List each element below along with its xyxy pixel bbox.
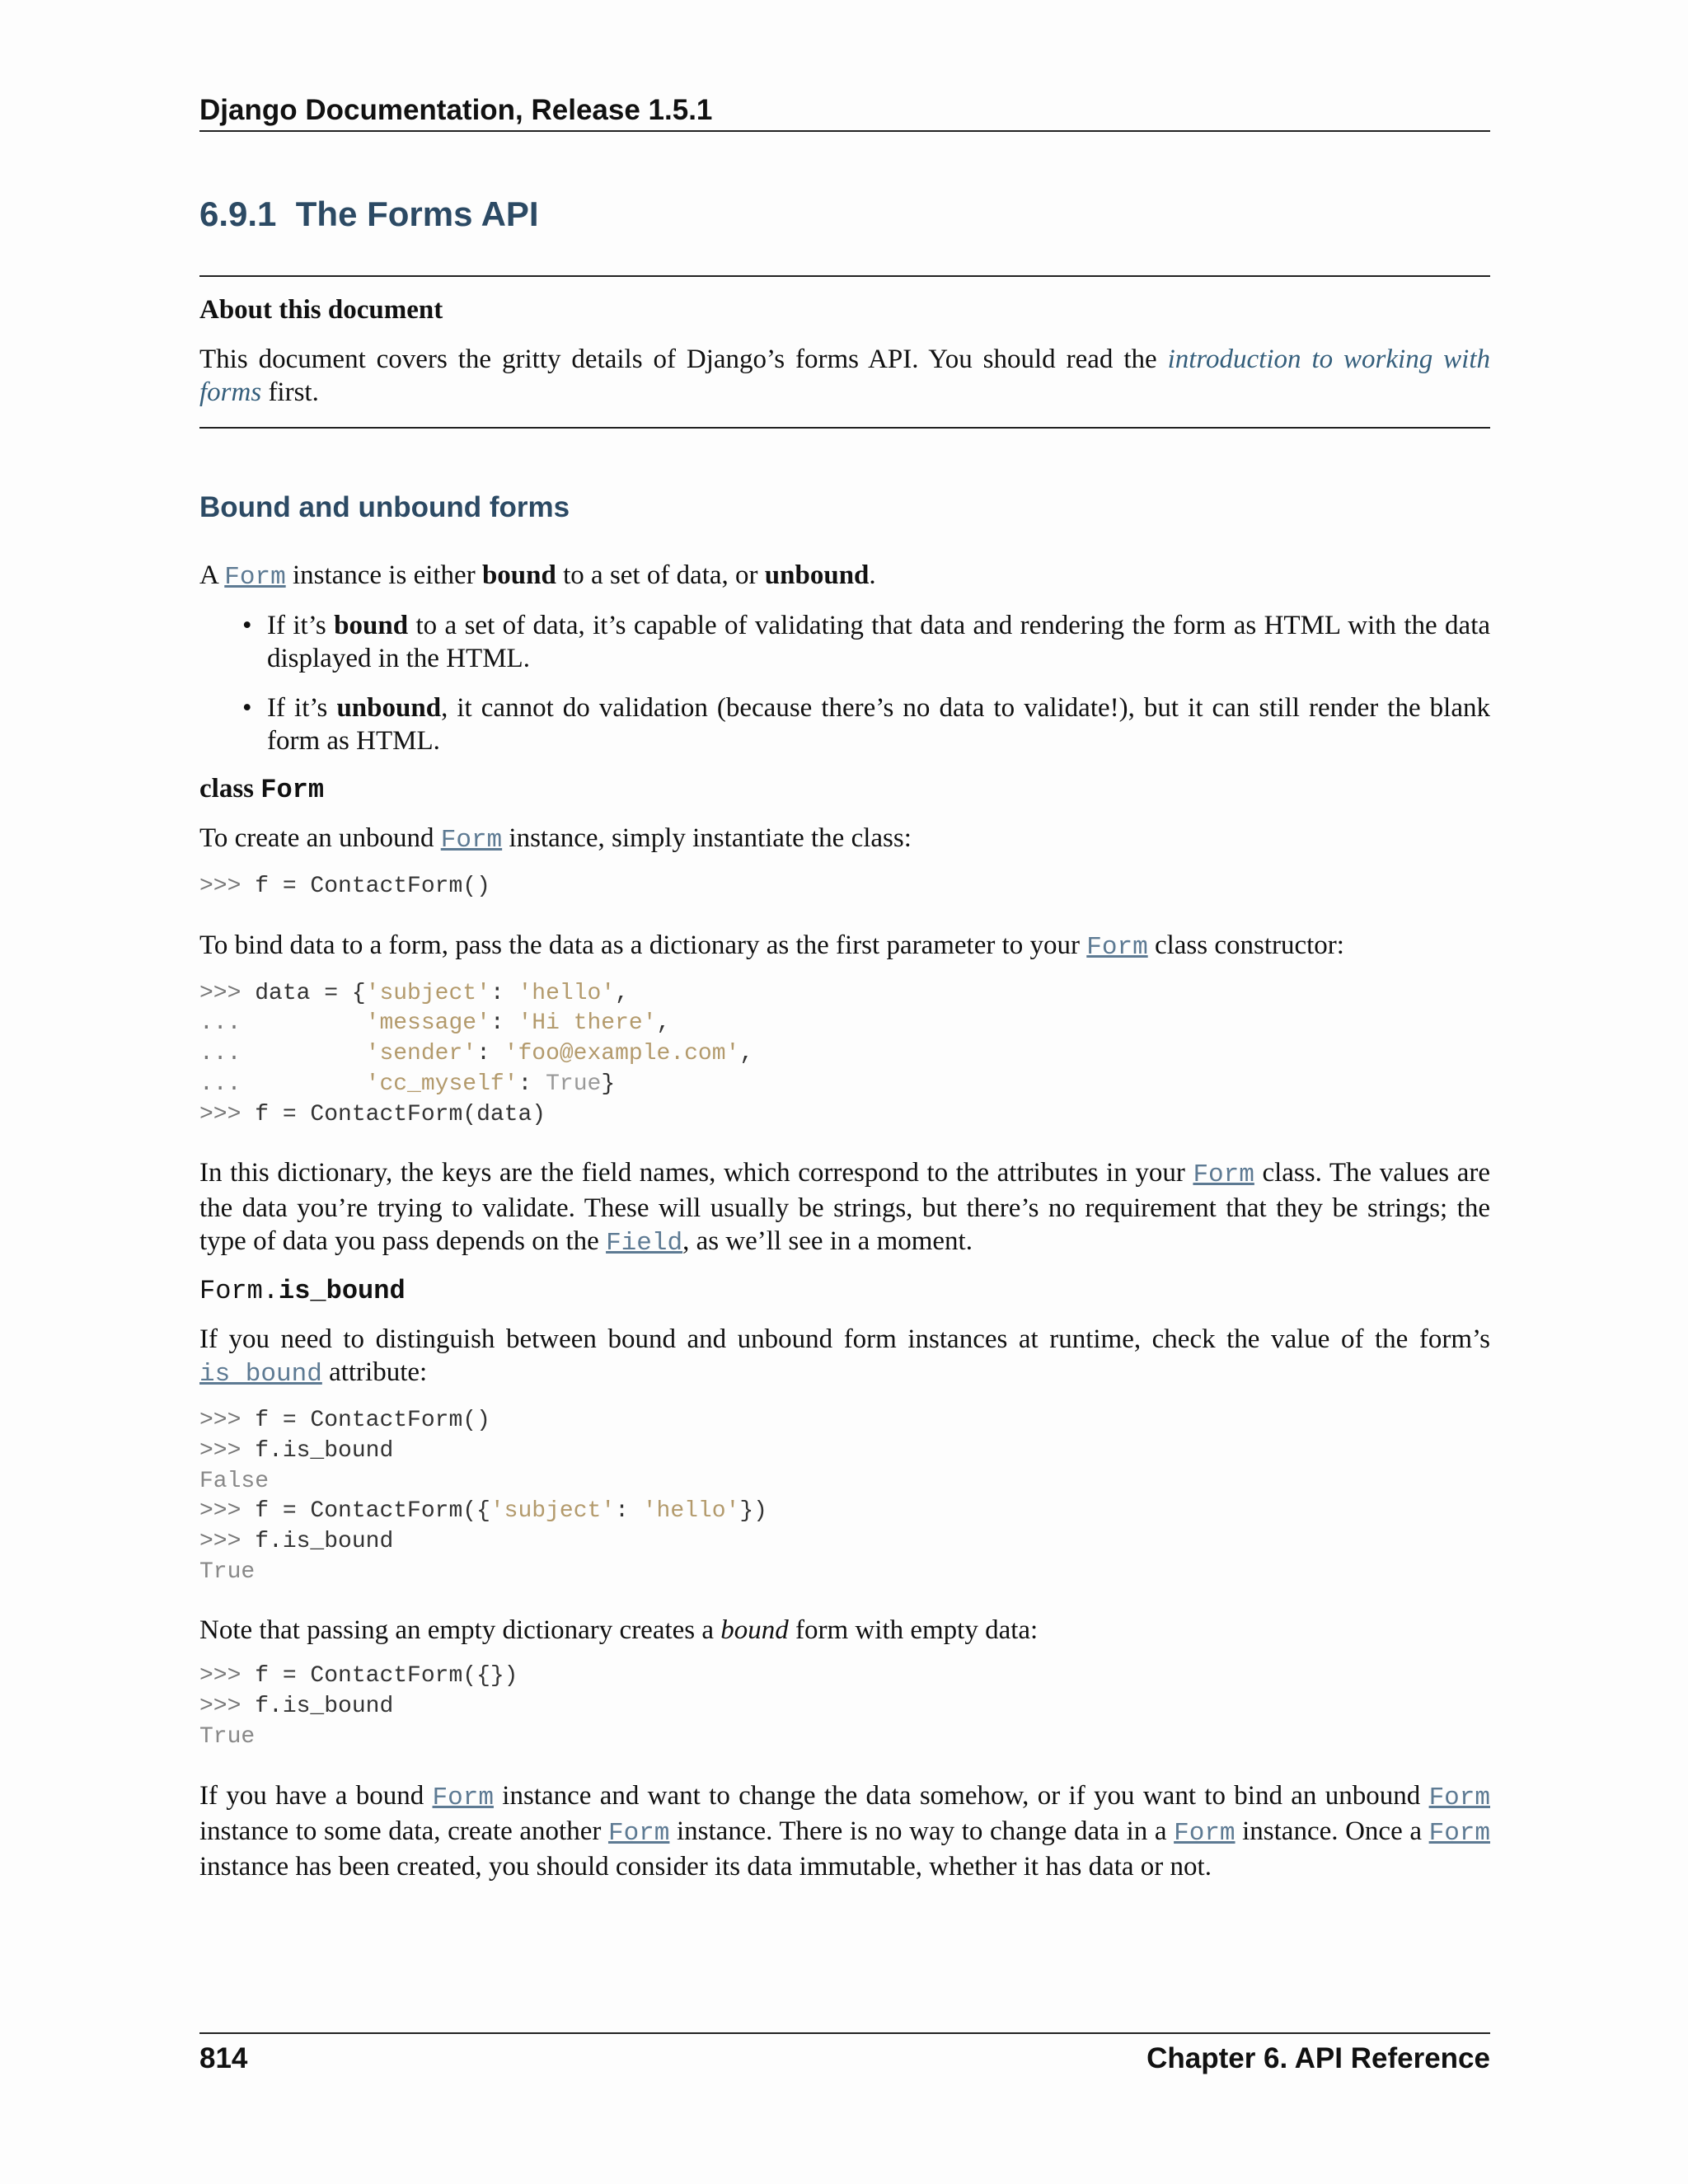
- content-body: [199, 559, 1490, 1883]
- bound-unbound-list: [199, 609, 1490, 757]
- section-title-text: The Forms API: [295, 194, 539, 233]
- form-class-link[interactable]: Form: [1174, 1818, 1236, 1848]
- section-title: [199, 193, 1490, 236]
- code-block: >>> f = ContactForm(): [199, 874, 490, 899]
- form-class-link[interactable]: Form: [432, 1783, 494, 1812]
- footer-rule: [199, 2032, 1490, 2034]
- create-paragraph: To create an unbound Form instance, simply instantiate the class:: [199, 823, 912, 855]
- class-name: Form: [260, 775, 325, 805]
- subsection-title: Bound and unbound forms: [199, 491, 570, 523]
- bind-paragraph: To bind data to a form, pass the data as a dictionary as the first parameter to your Form class constructor:: [199, 930, 1344, 962]
- distinguish-paragraph: If you need to distinguish between bound and unbound form instances at runtime, check the value of the form’s is_bound attribute:: [199, 1324, 1490, 1390]
- topic-body: This document covers the gritty details of Django’s forms API. You should read the introduction to working with forms first.: [199, 344, 1490, 407]
- code-block: >>> f = ContactForm() >>> f.is_bound False >>> f = ContactForm({'subject': 'hello'}) >>> f.is_bound True: [199, 1408, 767, 1585]
- change-data-paragraph: If you have a bound Form instance and want to change the data somehow, or if you want to bind an unbound Form instance to some data, create another Form instance. There is no way to change data in a Form instance. Once a Form instance has been created, you should consider its data immutable, whether it has data or not.: [199, 1780, 1491, 1882]
- attribute-name: is_bound: [279, 1276, 406, 1307]
- empty-dict-paragraph: Note that passing an empty dictionary creates a bound form with empty data:: [199, 1615, 1039, 1646]
- header-rule: [199, 130, 1490, 132]
- running-header: Django Documentation, Release 1.5.1: [199, 94, 713, 126]
- form-class-link[interactable]: Form: [224, 563, 286, 592]
- attribute-signature: Form.is_bound: [199, 1276, 406, 1307]
- list-item: • If it’s bound to a set of data, it’s capable of validating that data and rendering the form as HTML with the data displayed in the HTML.: [242, 611, 1491, 673]
- topic-bottom-rule: [199, 427, 1490, 429]
- intro-forms-link[interactable]: introduction to working with forms: [199, 344, 1490, 407]
- form-class-link[interactable]: Form: [1428, 1783, 1490, 1812]
- topic-title: About this document: [199, 295, 443, 325]
- code-block: >>> data = {'subject': 'hello', ... 'message': 'Hi there', ... 'sender': 'foo@example.com', ... 'cc_myself': True} >>> f = ContactForm(data): [199, 980, 754, 1127]
- form-class-link[interactable]: Form: [1428, 1818, 1491, 1848]
- list-item: • If it’s unbound, it cannot do validation (because there’s no data to validate!), but it can still render the blank form as HTML.: [242, 693, 1490, 756]
- form-class-link[interactable]: Form: [607, 1818, 670, 1848]
- dictionary-paragraph: In this dictionary, the keys are the field names, which correspond to the attributes in your Form class. The values are the data you’re trying to validate. These will usually be strings, but there’s no requirement that they be strings; the type of data you pass depends on the Field, as we’ll see in a moment.: [199, 1158, 1490, 1258]
- intro-paragraph: A Form instance is either bound to a set of data, or unbound.: [199, 560, 876, 592]
- is-bound-link[interactable]: is_bound: [199, 1360, 322, 1390]
- class-signature: class Form: [199, 774, 325, 805]
- form-class-link[interactable]: Form: [1086, 932, 1148, 962]
- code-block: >>> f = ContactForm({}) >>> f.is_bound True: [199, 1663, 518, 1750]
- section-number: 6.9.1: [199, 194, 277, 233]
- form-class-link[interactable]: Form: [440, 826, 503, 855]
- page-number: 814: [199, 2042, 248, 2074]
- field-class-link[interactable]: Field: [606, 1229, 683, 1258]
- form-class-link[interactable]: Form: [1193, 1160, 1254, 1190]
- topic-top-rule: [199, 275, 1490, 277]
- chapter-title: Chapter 6. API Reference: [1146, 2042, 1490, 2074]
